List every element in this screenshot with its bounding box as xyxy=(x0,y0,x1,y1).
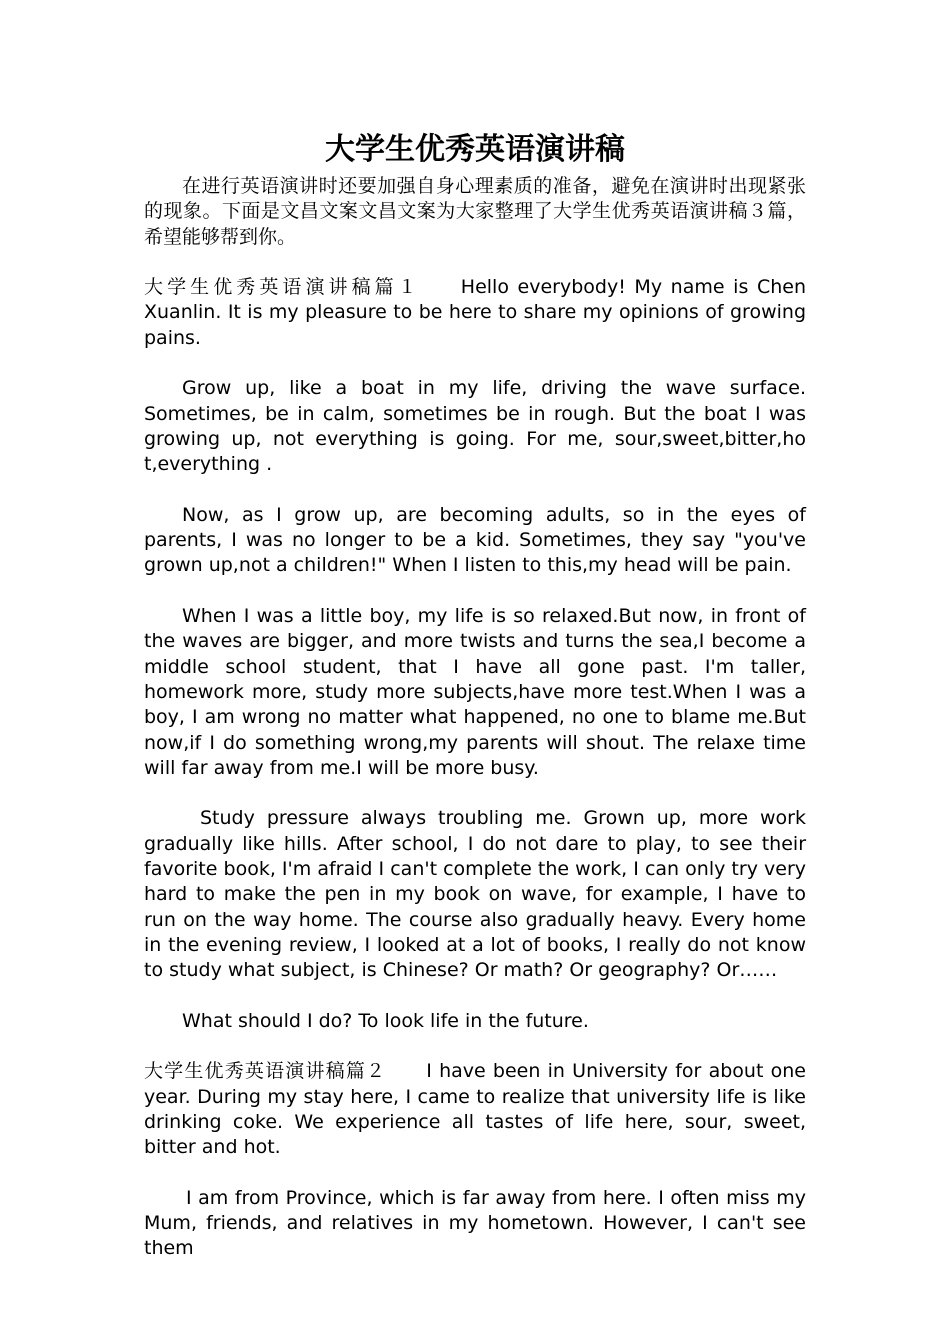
section2-heading: 大学生优秀英语演讲稿篇２ xyxy=(144,1060,387,1083)
section1-first-text: Hello everybody! My name is Chen Xuanlin. It is my pleasure to be here to share my opinions of growing pains. xyxy=(144,276,806,349)
section1-paragraph-5: What should I do? To look life in the future. xyxy=(182,1009,589,1032)
section1-heading: 大学生优秀英语演讲稿篇１ xyxy=(144,276,421,299)
section2-first-paragraph xyxy=(144,1059,806,1160)
section1-paragraph-3: When I was a little boy, my life is so relaxed.But now, in front of the waves are bigger, and more twists and turns the sea,I become a middle school student, that I have all gone past. I'm taller, homework more, study more subjects,have more test.When I was a boy, I am wrong no matter what happened, no one to blame me.But now,if I do something wrong,my parents will shout. The relaxe time will far away from me.I will be more busy. xyxy=(144,605,806,779)
section1-first-paragraph xyxy=(144,275,806,351)
document-page xyxy=(144,128,806,1287)
section2-paragraph-1: I am from Province, which is far away from here. I often miss my Mum, friends, and relatives in my hometown. However, I can't see them xyxy=(144,1186,806,1260)
section1-paragraph-2: Now, as I grow up, are becoming adults, so in the eyes of parents, I was no longer to be a kid. Sometimes, they say "you've grown up,not a children!" When I listen to this,my head will be pain. xyxy=(144,503,806,577)
section1-paragraph-1: Grow up, like a boat in my life, driving the wave surface. Sometimes, be in calm, sometimes be in rough. But the boat I was growing up, not everything is going. For me, sour,sweet,bitter,ho t,everything . xyxy=(144,377,806,476)
section1-paragraph-4: Study pressure always troubling me. Grown up, more work gradually like hills. After school, I do not dare to play, to see their favorite book, I'm afraid I can't complete the work, I can only try very hard to make the pen in my book on wave, for example, I have to run on the way home. The course also gradually heavy. Every home in the evening review, I looked at a lot of books, I really do not know to study what subject, is Chinese? Or math? Or geography? Or…… xyxy=(144,807,806,982)
page-title: 大学生优秀英语演讲稿 xyxy=(325,132,625,167)
section2-first-text: I have been in University for about one year. During my stay here, I came to realize that university life is like drinking coke. We experience all tastes of life here, sour, sweet, bitter and hot. xyxy=(144,1060,806,1159)
intro-paragraph: 在进行英语演讲时还要加强自身心理素质的准备，避免在演讲时出现紧张的现象。下面是文昌文案文昌文案为大家整理了大学生优秀英语演讲稿３篇，希望能够帮到你。 xyxy=(144,175,806,248)
